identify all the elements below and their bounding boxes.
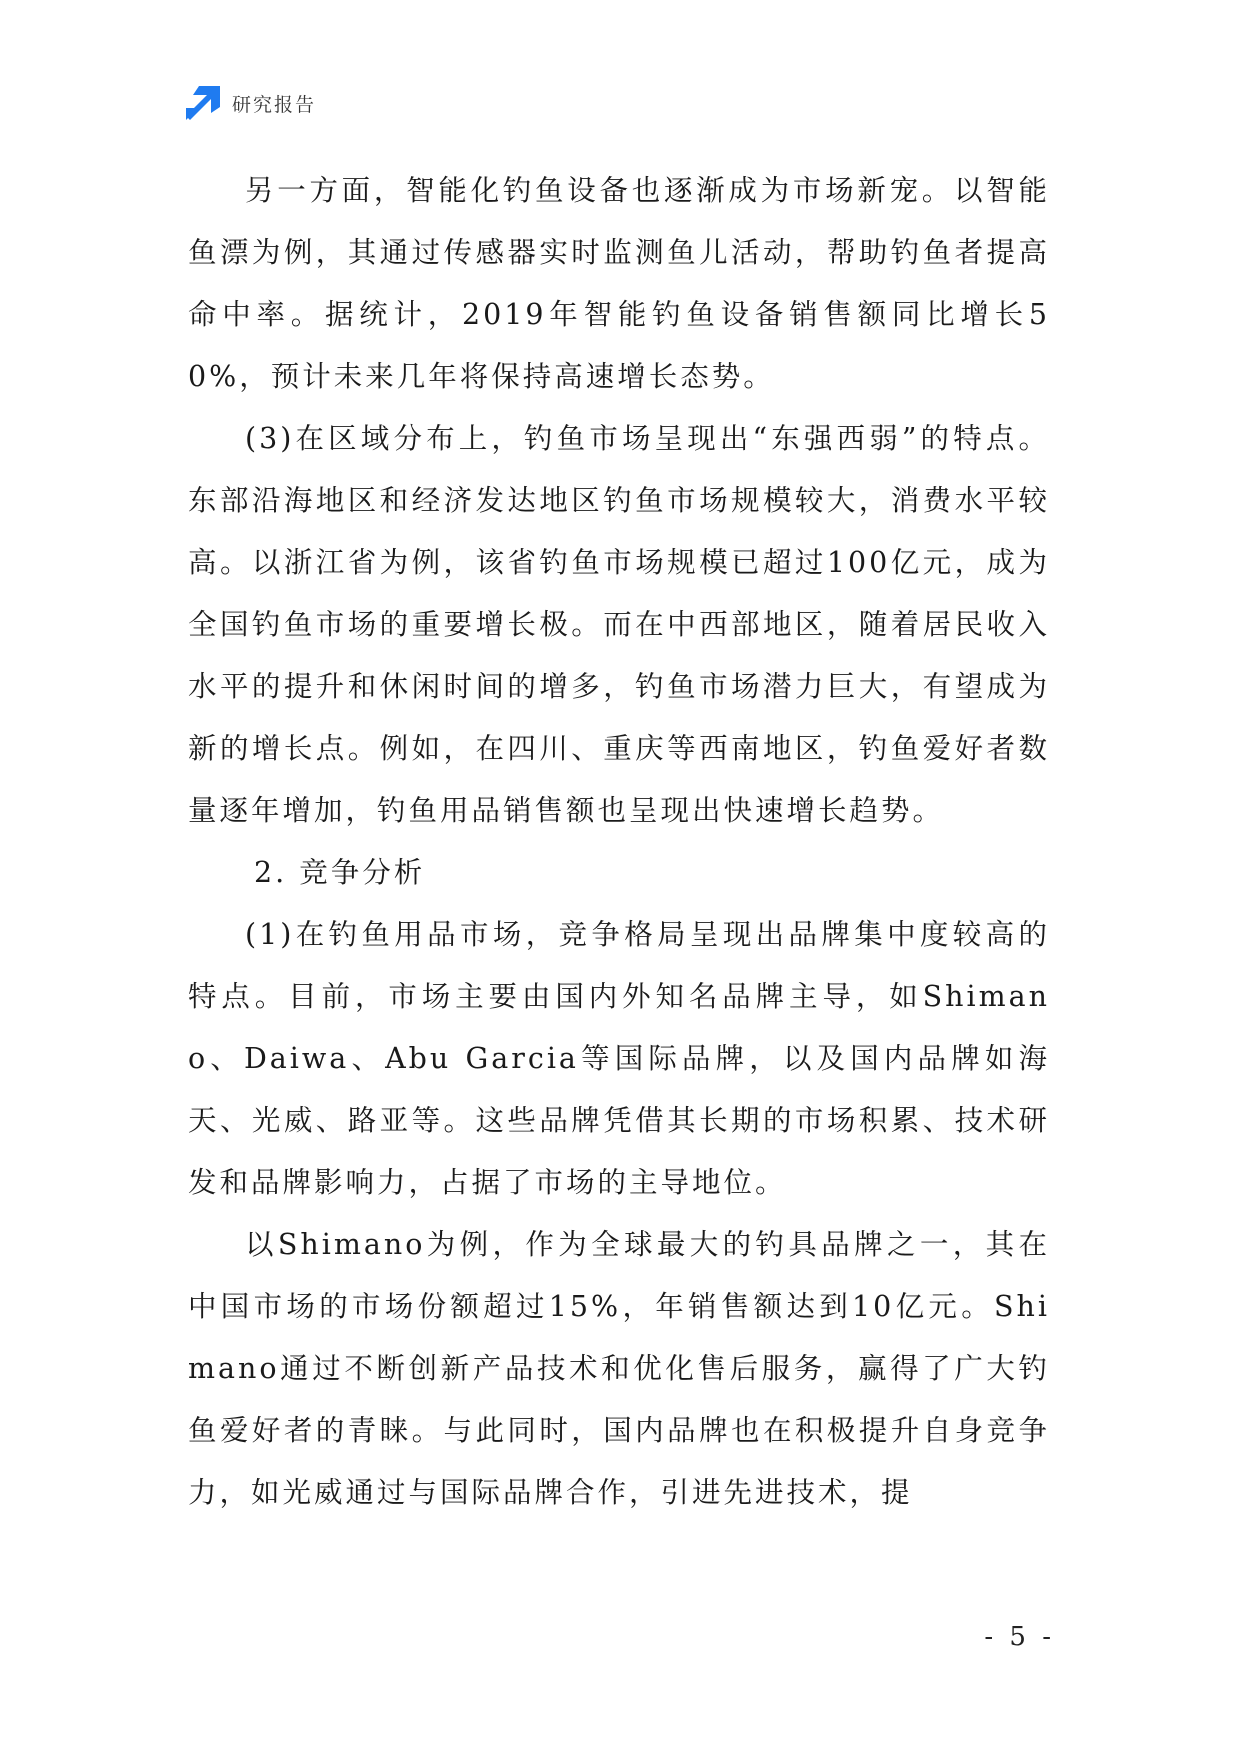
arrow-logo-icon <box>186 86 220 120</box>
page-number: - 5 - <box>984 1622 1055 1652</box>
section-heading-competition: 2. 竞争分析 <box>254 856 426 889</box>
paragraph-shimano-example: 以Shimano为例，作为全球最大的钓具品牌之一，其在中国市场的市场份额超过15%，年销售额达到10亿元。Shimano通过不断创新产品技术和优化售后服务，赢得了广大钓鱼爱好者的青睐。与此同时，国内品牌也在积极提升自身竞争力，如光威通过与国际品牌合作，引进先进技术，提 <box>188 1228 1050 1509</box>
document-body <box>188 160 1050 1524</box>
paragraph-regional-distribution: (3)在区域分布上，钓鱼市场呈现出“东强西弱”的特点。东部沿海地区和经济发达地区钓鱼市场规模较大，消费水平较高。以浙江省为例，该省钓鱼市场规模已超过100亿元，成为全国钓鱼市场的重要增长极。而在中西部地区，随着居民收入水平的提升和休闲时间的增多，钓鱼市场潜力巨大，有望成为新的增长点。例如，在四川、重庆等西南地区，钓鱼爱好者数量逐年增加，钓鱼用品销售额也呈现出快速增长趋势。 <box>188 422 1050 827</box>
paragraph-brand-concentration: (1)在钓鱼用品市场，竞争格局呈现出品牌集中度较高的特点。目前，市场主要由国内外知名品牌主导，如Shimano、Daiwa、Abu Garcia等国际品牌，以及国内品牌如海天、光威、路亚等。这些品牌凭借其长期的市场积累、技术研发和品牌影响力，占据了市场的主导地位。 <box>188 918 1050 1199</box>
header-title: 研究报告 <box>232 93 317 116</box>
document-header <box>186 86 316 120</box>
paragraph-smart-devices: 另一方面，智能化钓鱼设备也逐渐成为市场新宠。以智能鱼漂为例，其通过传感器实时监测鱼儿活动，帮助钓鱼者提高命中率。据统计，2019年智能钓鱼设备销售额同比增长50%，预计未来几年将保持高速增长态势。 <box>188 174 1050 393</box>
